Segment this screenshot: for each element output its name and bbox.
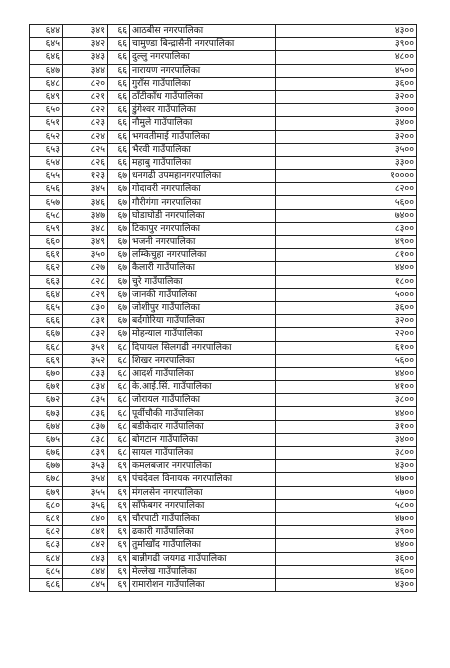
table-row — [30, 156, 417, 169]
municipality-name-cell: बान्नीगढी जयगढ गाउँपालिका — [130, 552, 276, 565]
district-code-cell: ६७ — [108, 196, 130, 209]
amount-cell: ४४०० — [276, 262, 417, 275]
municipality-name-cell: डुंगेश्वर गाउँपालिका — [130, 104, 276, 117]
data-table — [29, 24, 417, 592]
table-row — [30, 341, 417, 354]
municipality-code-cell: ३५१ — [63, 341, 108, 354]
municipality-code-cell: ८२० — [63, 77, 108, 90]
amount-cell: ३८०० — [276, 447, 417, 460]
municipality-code-cell: ३४५ — [63, 183, 108, 196]
serial-number-cell: ६४८ — [30, 77, 63, 90]
district-code-cell: ६९ — [108, 565, 130, 578]
municipality-name-cell: मोहन्याल गाउँपालिका — [130, 328, 276, 341]
municipality-name-cell: महाबु गाउँपालिका — [130, 156, 276, 169]
municipality-code-cell: ८३३ — [63, 367, 108, 380]
municipality-code-cell: ८३९ — [63, 447, 108, 460]
district-code-cell: ६९ — [108, 552, 130, 565]
district-code-cell: ६७ — [108, 249, 130, 262]
amount-cell: ३३०० — [276, 156, 417, 169]
table-row — [30, 170, 417, 183]
table-row — [30, 301, 417, 314]
serial-number-cell: ६६८ — [30, 341, 63, 354]
table-row — [30, 394, 417, 407]
municipality-name-cell: बोगटान गाउँपालिका — [130, 433, 276, 446]
district-code-cell: ६७ — [108, 209, 130, 222]
serial-number-cell: ६७० — [30, 367, 63, 380]
district-code-cell: ६७ — [108, 170, 130, 183]
serial-number-cell: ६७७ — [30, 460, 63, 473]
municipality-code-cell: ८२९ — [63, 288, 108, 301]
serial-number-cell: ६५७ — [30, 196, 63, 209]
serial-number-cell: ६६९ — [30, 354, 63, 367]
municipality-code-cell: ८४० — [63, 512, 108, 525]
serial-number-cell: ६४६ — [30, 51, 63, 64]
amount-cell: ३२०० — [276, 315, 417, 328]
amount-cell: ४५०० — [276, 64, 417, 77]
municipality-code-cell: ८२७ — [63, 262, 108, 275]
municipality-name-cell: नौमुले गाउँपालिका — [130, 117, 276, 130]
municipality-name-cell: सायल गाउँपालिका — [130, 447, 276, 460]
table-row — [30, 25, 417, 38]
table-row — [30, 565, 417, 578]
municipality-name-cell: जानकी गाउँपालिका — [130, 288, 276, 301]
municipality-code-cell: ८२२ — [63, 104, 108, 117]
municipality-code-cell: ८४४ — [63, 565, 108, 578]
table-row — [30, 275, 417, 288]
amount-cell: १८०० — [276, 275, 417, 288]
table-body — [30, 25, 417, 592]
municipality-name-cell: पंचदेवल विनायक नगरपालिका — [130, 473, 276, 486]
municipality-name-cell: चामुण्डा बिन्द्रासैनी नगरपालिका — [130, 38, 276, 51]
amount-cell: ३६०० — [276, 77, 417, 90]
municipality-code-cell: ३५४ — [63, 473, 108, 486]
amount-cell: १०००० — [276, 170, 417, 183]
amount-cell: ४३०० — [276, 460, 417, 473]
serial-number-cell: ६६२ — [30, 262, 63, 275]
municipality-code-cell: ८३५ — [63, 394, 108, 407]
serial-number-cell: ६८५ — [30, 565, 63, 578]
serial-number-cell: ६६६ — [30, 315, 63, 328]
district-code-cell: ६९ — [108, 578, 130, 591]
serial-number-cell: ६५३ — [30, 143, 63, 156]
serial-number-cell: ६८६ — [30, 578, 63, 591]
district-code-cell: ६७ — [108, 288, 130, 301]
municipality-name-cell: आठबीस नगरपालिका — [130, 25, 276, 38]
municipality-name-cell: पूर्वीचौकी गाउँपालिका — [130, 407, 276, 420]
amount-cell: २२०० — [276, 328, 417, 341]
amount-cell: ४९०० — [276, 236, 417, 249]
table-row — [30, 38, 417, 51]
serial-number-cell: ६८१ — [30, 512, 63, 525]
district-code-cell: ६७ — [108, 262, 130, 275]
municipality-name-cell: लम्किचुहा नगरपालिका — [130, 249, 276, 262]
district-code-cell: ६८ — [108, 407, 130, 420]
district-code-cell: ६८ — [108, 381, 130, 394]
table-row — [30, 473, 417, 486]
serial-number-cell: ६६७ — [30, 328, 63, 341]
serial-number-cell: ६५४ — [30, 156, 63, 169]
table-row — [30, 196, 417, 209]
municipality-code-cell: ३४९ — [63, 236, 108, 249]
municipality-code-cell: ३४८ — [63, 222, 108, 235]
serial-number-cell: ६५६ — [30, 183, 63, 196]
municipality-name-cell: दुल्लु नगरपालिका — [130, 51, 276, 64]
municipality-name-cell: भगवतीमाई गाउँपालिका — [130, 130, 276, 143]
table-row — [30, 209, 417, 222]
table-row — [30, 460, 417, 473]
district-code-cell: ६८ — [108, 433, 130, 446]
municipality-name-cell: शिखर नगरपालिका — [130, 354, 276, 367]
amount-cell: ३२०० — [276, 90, 417, 103]
serial-number-cell: ६८४ — [30, 552, 63, 565]
district-code-cell: ६६ — [108, 104, 130, 117]
district-code-cell: ६९ — [108, 539, 130, 552]
serial-number-cell: ६४४ — [30, 25, 63, 38]
municipality-name-cell: गौरीगंगा नगरपालिका — [130, 196, 276, 209]
municipality-code-cell: ८४२ — [63, 539, 108, 552]
municipality-code-cell: ८२८ — [63, 275, 108, 288]
municipality-code-cell: ८४१ — [63, 526, 108, 539]
district-code-cell: ६८ — [108, 367, 130, 380]
municipality-code-cell: ८२५ — [63, 143, 108, 156]
district-code-cell: ६९ — [108, 486, 130, 499]
amount-cell: ५६०० — [276, 354, 417, 367]
municipality-name-cell: घोडाघोडी नगरपालिका — [130, 209, 276, 222]
amount-cell: ४७०० — [276, 512, 417, 525]
municipality-code-cell: ३५३ — [63, 460, 108, 473]
table-row — [30, 222, 417, 235]
table-row — [30, 486, 417, 499]
municipality-code-cell: ८२६ — [63, 156, 108, 169]
municipality-name-cell: जोरायल गाउँपालिका — [130, 394, 276, 407]
municipality-code-cell: ८३६ — [63, 407, 108, 420]
district-code-cell: ६९ — [108, 460, 130, 473]
municipality-code-cell: ३५५ — [63, 486, 108, 499]
district-code-cell: ६७ — [108, 275, 130, 288]
table-row — [30, 539, 417, 552]
amount-cell: ४७०० — [276, 473, 417, 486]
amount-cell: ५७०० — [276, 486, 417, 499]
amount-cell: ८२०० — [276, 183, 417, 196]
municipality-code-cell: ८३४ — [63, 381, 108, 394]
table-row — [30, 381, 417, 394]
amount-cell: ३४०० — [276, 433, 417, 446]
serial-number-cell: ६८२ — [30, 526, 63, 539]
serial-number-cell: ६७६ — [30, 447, 63, 460]
amount-cell: ३६०० — [276, 301, 417, 314]
amount-cell: ६१०० — [276, 341, 417, 354]
serial-number-cell: ६६० — [30, 236, 63, 249]
municipality-code-cell: ८३७ — [63, 420, 108, 433]
amount-cell: ४८०० — [276, 51, 417, 64]
municipality-code-cell: ८२४ — [63, 130, 108, 143]
municipality-code-cell: ३४४ — [63, 64, 108, 77]
municipality-name-cell: ढकारी गाउँपालिका — [130, 526, 276, 539]
table-row — [30, 236, 417, 249]
district-code-cell: ६८ — [108, 354, 130, 367]
district-code-cell: ६६ — [108, 77, 130, 90]
municipality-code-cell: ३४६ — [63, 196, 108, 209]
district-code-cell: ६७ — [108, 328, 130, 341]
amount-cell: ४६०० — [276, 565, 417, 578]
municipality-name-cell: ठाँटीकाँध गाउँपालिका — [130, 90, 276, 103]
district-code-cell: ६७ — [108, 222, 130, 235]
municipality-name-cell: चौरपाटी गाउँपालिका — [130, 512, 276, 525]
amount-cell: ३२०० — [276, 130, 417, 143]
serial-number-cell: ६४७ — [30, 64, 63, 77]
municipality-name-cell: धनगढी उपमहानगरपालिका — [130, 170, 276, 183]
table-row — [30, 249, 417, 262]
municipality-code-cell: ८४५ — [63, 578, 108, 591]
municipality-name-cell: तुर्माखाँद गाउँपालिका — [130, 539, 276, 552]
municipality-name-cell: साँफेबगर नगरपालिका — [130, 499, 276, 512]
municipality-code-cell: ३४७ — [63, 209, 108, 222]
table-row — [30, 90, 417, 103]
municipality-name-cell: टिकापुर नगरपालिका — [130, 222, 276, 235]
amount-cell: ५६०० — [276, 196, 417, 209]
municipality-name-cell: बर्दगोरिया गाउँपालिका — [130, 315, 276, 328]
district-code-cell: ६८ — [108, 447, 130, 460]
table-row — [30, 117, 417, 130]
amount-cell: ३८०० — [276, 394, 417, 407]
amount-cell: ५८०० — [276, 499, 417, 512]
serial-number-cell: ६६३ — [30, 275, 63, 288]
municipality-name-cell: के.आई.सिं. गाउँपालिका — [130, 381, 276, 394]
serial-number-cell: ६८३ — [30, 539, 63, 552]
serial-number-cell: ६५० — [30, 104, 63, 117]
district-code-cell: ६६ — [108, 156, 130, 169]
municipality-code-cell: ८३० — [63, 301, 108, 314]
table-row — [30, 512, 417, 525]
serial-number-cell: ६७२ — [30, 394, 63, 407]
serial-number-cell: ६७५ — [30, 433, 63, 446]
amount-cell: ३१०० — [276, 420, 417, 433]
table-row — [30, 51, 417, 64]
district-code-cell: ६९ — [108, 512, 130, 525]
municipality-code-cell: ८२३ — [63, 117, 108, 130]
district-code-cell: ६७ — [108, 236, 130, 249]
municipality-code-cell: ८३२ — [63, 328, 108, 341]
municipality-name-cell: जोशीपुर गाउँपालिका — [130, 301, 276, 314]
municipality-code-cell: ८२१ — [63, 90, 108, 103]
serial-number-cell: ६७८ — [30, 473, 63, 486]
district-code-cell: ६६ — [108, 38, 130, 51]
district-code-cell: ६६ — [108, 25, 130, 38]
amount-cell: ३६०० — [276, 552, 417, 565]
municipality-name-cell: रामारोशन गाउँपालिका — [130, 578, 276, 591]
municipality-name-cell: दिपायल सिलगढी नगरपालिका — [130, 341, 276, 354]
district-code-cell: ६६ — [108, 117, 130, 130]
municipality-code-cell: ३५६ — [63, 499, 108, 512]
municipality-code-cell: १२३ — [63, 170, 108, 183]
amount-cell: ३००० — [276, 104, 417, 117]
district-code-cell: ६८ — [108, 341, 130, 354]
table-row — [30, 552, 417, 565]
table-row — [30, 526, 417, 539]
table-row — [30, 130, 417, 143]
municipality-name-cell: भजनी नगरपालिका — [130, 236, 276, 249]
table-row — [30, 77, 417, 90]
municipality-name-cell: आदर्श गाउँपालिका — [130, 367, 276, 380]
amount-cell: ४१०० — [276, 381, 417, 394]
district-code-cell: ६७ — [108, 301, 130, 314]
serial-number-cell: ६७४ — [30, 420, 63, 433]
table-row — [30, 447, 417, 460]
municipality-name-cell: कमलबजार नगरपालिका — [130, 460, 276, 473]
table-row — [30, 354, 417, 367]
serial-number-cell: ६४५ — [30, 38, 63, 51]
amount-cell: ५००० — [276, 288, 417, 301]
amount-cell: ७४०० — [276, 209, 417, 222]
table-row — [30, 315, 417, 328]
table-row — [30, 262, 417, 275]
amount-cell: ३४०० — [276, 117, 417, 130]
serial-number-cell: ६६५ — [30, 301, 63, 314]
table-row — [30, 104, 417, 117]
serial-number-cell: ६५९ — [30, 222, 63, 235]
table-row — [30, 183, 417, 196]
serial-number-cell: ६५२ — [30, 130, 63, 143]
amount-cell: ४३०० — [276, 578, 417, 591]
serial-number-cell: ६७९ — [30, 486, 63, 499]
serial-number-cell: ६८० — [30, 499, 63, 512]
district-code-cell: ६६ — [108, 143, 130, 156]
table-row — [30, 288, 417, 301]
district-code-cell: ६६ — [108, 130, 130, 143]
district-code-cell: ६६ — [108, 64, 130, 77]
serial-number-cell: ६५८ — [30, 209, 63, 222]
amount-cell: ८३०० — [276, 222, 417, 235]
district-code-cell: ६८ — [108, 394, 130, 407]
municipality-name-cell: मंगलसेन नगरपालिका — [130, 486, 276, 499]
municipality-name-cell: गुराँस गाउँपालिका — [130, 77, 276, 90]
district-code-cell: ६७ — [108, 183, 130, 196]
serial-number-cell: ६४९ — [30, 90, 63, 103]
serial-number-cell: ६५५ — [30, 170, 63, 183]
municipality-name-cell: भैरवी गाउँपालिका — [130, 143, 276, 156]
table-row — [30, 433, 417, 446]
serial-number-cell: ६६४ — [30, 288, 63, 301]
district-code-cell: ६७ — [108, 315, 130, 328]
municipality-name-cell: चुरे गाउँपालिका — [130, 275, 276, 288]
amount-cell: ४४०० — [276, 407, 417, 420]
district-code-cell: ६६ — [108, 51, 130, 64]
amount-cell: ४४०० — [276, 367, 417, 380]
municipality-code-cell: ८४३ — [63, 552, 108, 565]
municipality-code-cell: ३४२ — [63, 38, 108, 51]
amount-cell: ३९०० — [276, 38, 417, 51]
table-row — [30, 420, 417, 433]
district-code-cell: ६९ — [108, 499, 130, 512]
municipality-code-cell: ३५० — [63, 249, 108, 262]
municipality-name-cell: नारायण नगरपालिका — [130, 64, 276, 77]
table-row — [30, 328, 417, 341]
amount-cell: ४४०० — [276, 539, 417, 552]
amount-cell: ३५०० — [276, 143, 417, 156]
table-row — [30, 407, 417, 420]
municipality-name-cell: कैलारी गाउँपालिका — [130, 262, 276, 275]
municipality-code-cell: ३४१ — [63, 25, 108, 38]
serial-number-cell: ६६१ — [30, 249, 63, 262]
serial-number-cell: ६५१ — [30, 117, 63, 130]
amount-cell: ४३०० — [276, 25, 417, 38]
district-code-cell: ६८ — [108, 420, 130, 433]
table-row — [30, 499, 417, 512]
amount-cell: ८१०० — [276, 249, 417, 262]
municipality-code-cell: ३५२ — [63, 354, 108, 367]
table-row — [30, 64, 417, 77]
district-code-cell: ६६ — [108, 90, 130, 103]
district-code-cell: ६९ — [108, 473, 130, 486]
table-row — [30, 367, 417, 380]
municipality-code-cell: ३४३ — [63, 51, 108, 64]
municipality-code-cell: ८३८ — [63, 433, 108, 446]
serial-number-cell: ६७३ — [30, 407, 63, 420]
municipality-name-cell: मेल्लेख गाउँपालिका — [130, 565, 276, 578]
municipality-name-cell: बडीकेदार गाउँपालिका — [130, 420, 276, 433]
municipality-name-cell: गोदावरी नगरपालिका — [130, 183, 276, 196]
amount-cell: ३९०० — [276, 526, 417, 539]
table-row — [30, 143, 417, 156]
district-code-cell: ६९ — [108, 526, 130, 539]
serial-number-cell: ६७१ — [30, 381, 63, 394]
municipality-code-cell: ८३१ — [63, 315, 108, 328]
table-row — [30, 578, 417, 591]
